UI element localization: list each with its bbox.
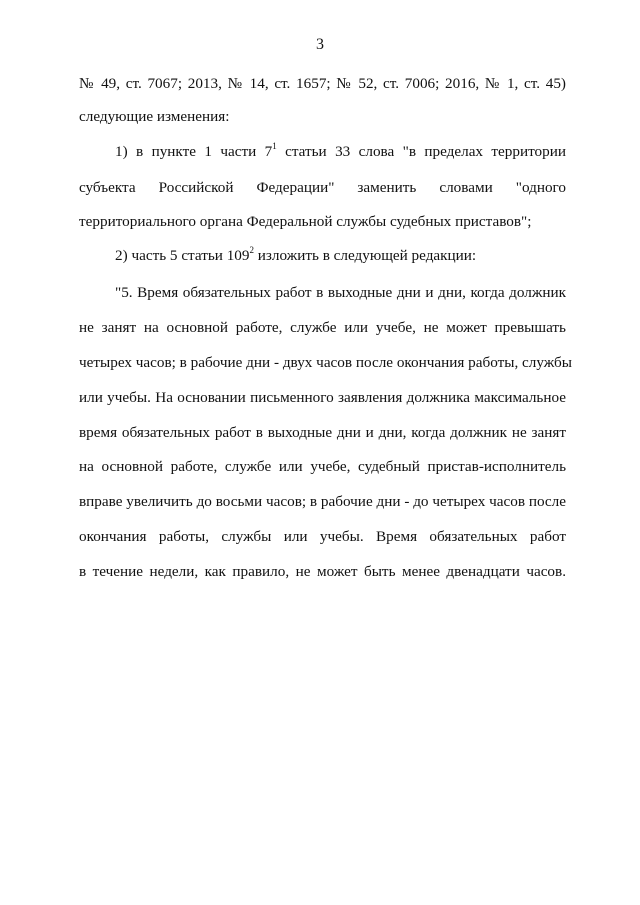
text-line: № 49, ст. 7067; 2013, № 14, ст. 1657; № 52, ст. 7006; 2016, № 1, ст. 45) — [79, 75, 566, 92]
text-line: следующие изменения: — [79, 108, 230, 125]
text-segment: 2) часть 5 статьи 109 — [115, 247, 250, 264]
text-line-with-superscript — [115, 246, 566, 266]
text-line: окончания работы, службы или учебы. Время обязательных работ — [79, 528, 566, 545]
text-segment: изложить в следующей редакции: — [254, 247, 477, 264]
superscript: 1 — [272, 141, 277, 151]
text-segment: 1) в пункте 1 части 7 — [115, 143, 273, 160]
page-number: 3 — [316, 36, 324, 53]
text-line: не занят на основной работе, службе или учебе, не может превышать — [79, 319, 566, 336]
text-segment: статьи 33 слова "в пределах территории — [276, 143, 566, 160]
text-line: на основной работе, службе или учебе, судебный пристав-исполнитель — [79, 458, 566, 475]
text-line-with-superscript — [115, 142, 566, 162]
text-line: вправе увеличить до восьми часов; в рабочие дни - до четырех часов после — [79, 493, 566, 510]
text-line: "5. Время обязательных работ в выходные дни и дни, когда должник — [115, 284, 566, 301]
superscript: 2 — [249, 245, 254, 255]
text-line: время обязательных работ в выходные дни и дни, когда должник не занят — [79, 424, 566, 441]
text-line: или учебы. На основании письменного заявления должника максимальное — [79, 389, 566, 406]
text-line: в течение недели, как правило, не может быть менее двенадцати часов. — [79, 563, 566, 580]
text-line: субъекта Российской Федерации" заменить словами "одного — [79, 179, 566, 196]
text-line: четырех часов; в рабочие дни - двух часов после окончания работы, службы — [79, 354, 572, 371]
text-line: территориального органа Федеральной службы судебных приставов"; — [79, 213, 532, 230]
